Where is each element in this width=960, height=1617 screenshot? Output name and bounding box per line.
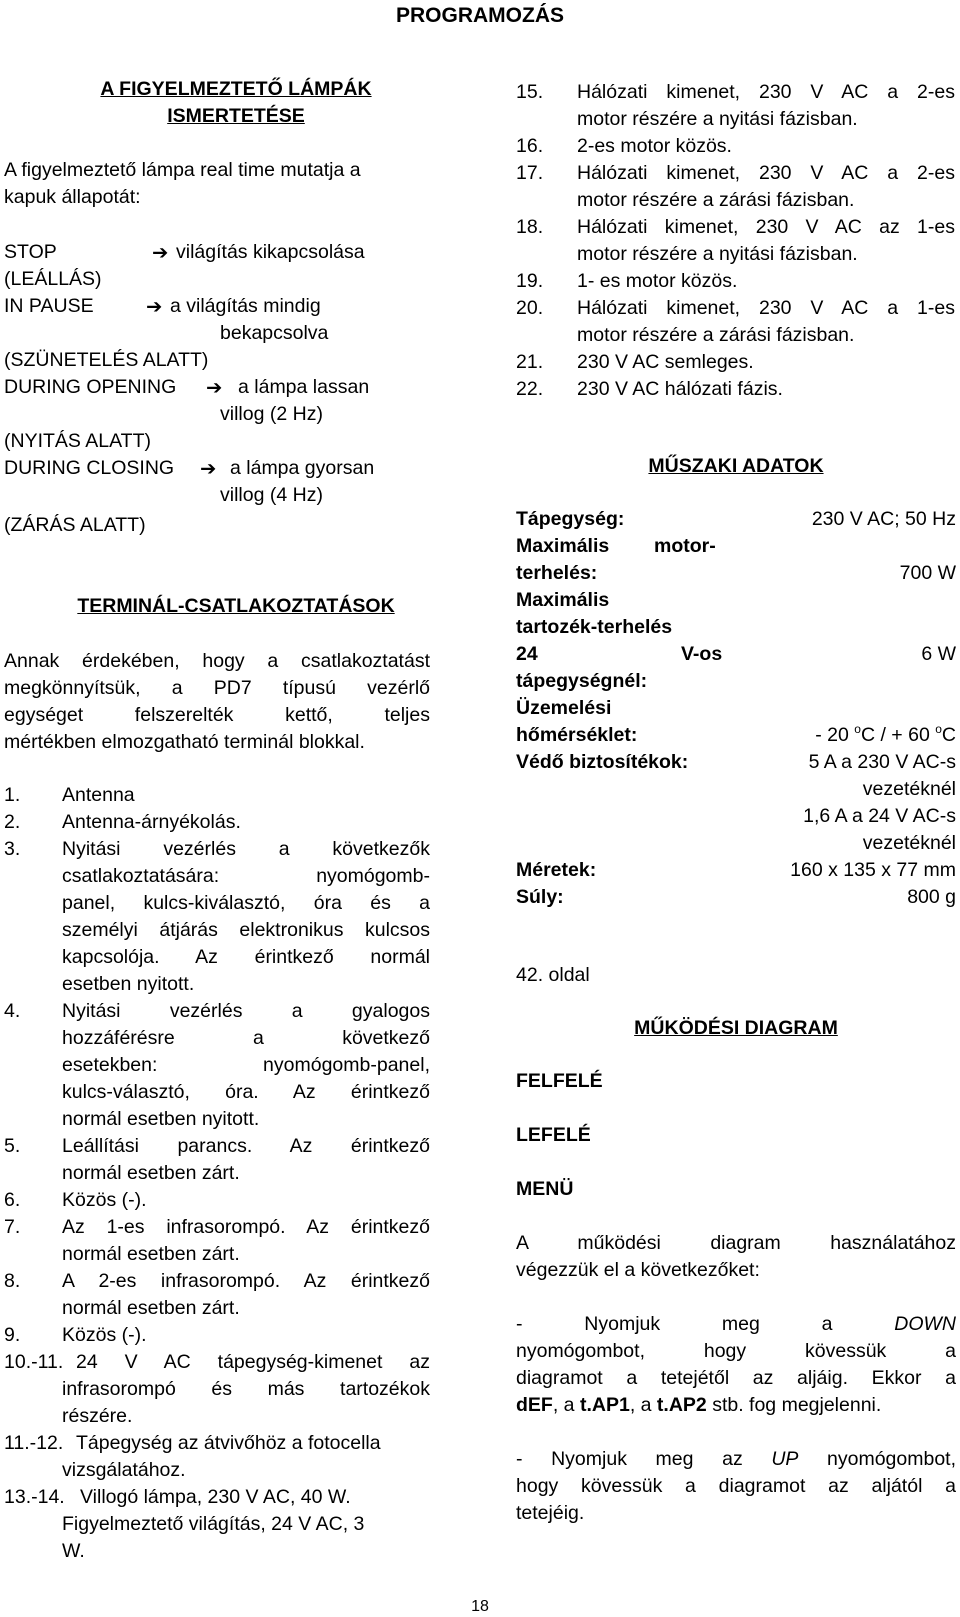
- instruction-line: dEF, a t.AP1, a t.AP2 stb. fog megjelenni.: [516, 1394, 882, 1416]
- item-text: kulcs-választó, óra. Az érintkező: [62, 1081, 430, 1103]
- item-text: 24 V AC tápegység-kimenet az: [76, 1351, 430, 1373]
- state-sub: (NYITÁS ALATT): [4, 430, 151, 452]
- item-text: részére.: [62, 1405, 133, 1427]
- instruction-line: hogy kövessük a diagramot az aljától a: [516, 1475, 956, 1497]
- item-text: Az 1-es infrasorompó. Az érintkező: [62, 1216, 430, 1238]
- item-text: A 2-es infrasorompó. Az érintkező: [62, 1270, 430, 1292]
- intro-line: egységet felszerelték kettő, teljes: [4, 704, 430, 726]
- item-text: normál esetben nyitott.: [62, 1108, 260, 1130]
- motor-label: motor-: [654, 535, 716, 557]
- item-text: normál esetben zárt.: [62, 1297, 240, 1319]
- item-text: W.: [62, 1540, 85, 1562]
- item-text: normál esetben zárt.: [62, 1243, 240, 1265]
- item-number: 13.-14.: [4, 1486, 65, 1508]
- item-text: Leállítási parancs. Az érintkező: [62, 1135, 430, 1157]
- item-text: motor részére a zárási fázisban.: [577, 324, 855, 346]
- motor-label: Maximális: [516, 535, 610, 557]
- accessory-label: Maximális: [516, 589, 610, 611]
- item-number: 1.: [4, 784, 21, 806]
- lamps-intro-line1: A figyelmeztető lámpa real time mutatja a: [4, 159, 361, 181]
- state-desc-cont: villog (4 Hz): [220, 484, 323, 506]
- item-text: motor részére a zárási fázisban.: [577, 189, 855, 211]
- item-number: 10.-11.: [4, 1351, 64, 1373]
- item-text: Antenna: [62, 784, 135, 806]
- state-sub: (LEÁLLÁS): [4, 268, 102, 290]
- item-text: Hálózati kimenet, 230 V AC a 2-es: [577, 162, 955, 184]
- intro-line: mértékben elmozgatható terminál blokkal.: [4, 731, 365, 753]
- item-number: 9.: [4, 1324, 21, 1346]
- state-sub: (SZÜNETELÉS ALATT): [4, 349, 209, 371]
- item-number: 20.: [516, 297, 544, 319]
- instruction-line: - Nyomjuk meg az UP nyomógombot,: [516, 1448, 957, 1470]
- item-text: személyi átjárás elektronikus kulcsos: [62, 919, 430, 941]
- item-number: 7.: [4, 1216, 21, 1238]
- item-text: Hálózati kimenet, 230 V AC az 1-es: [577, 216, 955, 238]
- instruction-line: - Nyomjuk meg a DOWN: [516, 1313, 956, 1335]
- item-text: infrasorompó és más tartozékok: [62, 1378, 430, 1400]
- item-number: 16.: [516, 135, 544, 157]
- page-reference: 42. oldal: [516, 964, 590, 986]
- item-text: motor részére a nyitási fázisban.: [577, 108, 858, 130]
- state-desc: a lámpa lassan: [238, 376, 370, 398]
- intro-line: megkönnyítsük, a PD7 típusú vezérlő: [4, 677, 430, 699]
- item-number: 19.: [516, 270, 544, 292]
- item-text: esetben nyitott.: [62, 973, 195, 995]
- item-number: 18.: [516, 216, 544, 238]
- state-desc: világítás kikapcsolása: [176, 241, 365, 263]
- up-label: FELFELÉ: [516, 1070, 603, 1092]
- size-value: 160 x 135 x 77 mm: [790, 859, 956, 881]
- item-text: 230 V AC semleges.: [577, 351, 754, 373]
- temperature-label: Üzemelési: [516, 697, 612, 719]
- item-text: Antenna-árnyékolás.: [62, 811, 241, 833]
- fuse-label: Védő biztosítékok:: [516, 751, 689, 773]
- state-desc-cont: villog (2 Hz): [220, 403, 323, 425]
- state-sub: (ZÁRÁS ALATT): [4, 514, 146, 536]
- accessory-label: V-os: [681, 643, 723, 665]
- temperature-value: - 20 $^o$C / + 60 $^o$C: [815, 722, 956, 746]
- item-number: 8.: [4, 1270, 21, 1292]
- weight-value: 800 g: [907, 886, 956, 908]
- state-name: DURING OPENING: [4, 376, 177, 398]
- state-name: DURING CLOSING: [4, 457, 175, 479]
- item-text: esetekben: nyomógomb-panel,: [62, 1054, 430, 1076]
- item-number: 6.: [4, 1189, 21, 1211]
- item-text: kapcsolója. Az érintkező normál: [62, 946, 430, 968]
- instruction-line: nyomógombot, hogy kövessük a: [516, 1340, 956, 1362]
- down-label: LEFELÉ: [516, 1124, 591, 1146]
- accessory-label: tápegységnél:: [516, 670, 648, 692]
- size-label: Méretek:: [516, 859, 597, 881]
- item-text: hozzáférésre a következő: [62, 1027, 430, 1049]
- fuse-value: vezetéknél: [862, 832, 956, 854]
- state-desc: a lámpa gyorsan: [230, 457, 375, 479]
- diagram-intro: A működési diagram használatához: [516, 1232, 956, 1254]
- item-text: motor részére a nyitási fázisban.: [577, 243, 858, 265]
- instruction-line: tetejéig.: [516, 1502, 585, 1524]
- item-text: 230 V AC hálózati fázis.: [577, 378, 783, 400]
- lamps-heading-line2: ISMERTETÉSE: [167, 105, 305, 127]
- power-value: 230 V AC; 50 Hz: [811, 508, 956, 530]
- item-number: 11.-12.: [4, 1432, 64, 1454]
- item-number: 22.: [516, 378, 544, 400]
- tech-heading: MŰSZAKI ADATOK: [648, 455, 824, 477]
- item-text: panel, kulcs-kiválasztó, óra és a: [62, 892, 430, 914]
- item-text: 1- es motor közös.: [577, 270, 738, 292]
- item-text: Nyitási vezérlés a gyalogos: [62, 1000, 430, 1022]
- diagram-heading: MŰKÖDÉSI DIAGRAM: [634, 1017, 838, 1039]
- item-number: 15.: [516, 81, 544, 103]
- item-text: Hálózati kimenet, 230 V AC a 1-es: [577, 297, 955, 319]
- instruction-line: diagramot a tetejétől az aljáig. Ekkor a: [516, 1367, 956, 1389]
- item-number: 21.: [516, 351, 544, 373]
- item-text: Közös (-).: [62, 1324, 147, 1346]
- fuse-value: 5 A a 230 V AC-s: [808, 751, 956, 773]
- state-desc: a világítás mindig: [170, 295, 321, 317]
- item-text: 2-es motor közös.: [577, 135, 732, 157]
- item-number: 5.: [4, 1135, 21, 1157]
- arrow-icon: ➔: [206, 377, 223, 399]
- fuse-value: 1,6 A a 24 V AC-s: [803, 805, 956, 827]
- item-text: Nyitási vezérlés a következők: [62, 838, 430, 860]
- item-text: vizsgálatához.: [62, 1459, 186, 1481]
- item-number: 2.: [4, 811, 21, 833]
- intro-line: Annak érdekében, hogy a csatlakoztatást: [4, 650, 430, 672]
- temperature-label: hőmérséklet:: [516, 724, 638, 746]
- lamps-intro-line2: kapuk állapotát:: [4, 186, 141, 208]
- accessory-value: 6 W: [921, 643, 956, 665]
- page-title: PROGRAMOZÁS: [396, 4, 564, 27]
- item-text: csatlakoztatására: nyomógomb-: [62, 865, 430, 887]
- state-name: IN PAUSE: [4, 295, 94, 317]
- item-text: normál esetben zárt.: [62, 1162, 240, 1184]
- arrow-icon: ➔: [146, 296, 163, 318]
- item-number: 17.: [516, 162, 544, 184]
- arrow-icon: ➔: [152, 242, 169, 264]
- accessory-label: 24: [516, 643, 538, 665]
- state-name: STOP: [4, 241, 57, 263]
- item-text: Tápegység az átvivőhöz a fotocella: [76, 1432, 381, 1454]
- item-number: 3.: [4, 838, 21, 860]
- motor-label: terhelés:: [516, 562, 598, 584]
- arrow-icon: ➔: [200, 458, 217, 480]
- motor-value: 700 W: [899, 562, 956, 584]
- item-number: 4.: [4, 1000, 21, 1022]
- page-number: 18: [471, 1598, 489, 1615]
- accessory-label: tartozék-terhelés: [516, 616, 673, 638]
- fuse-value: vezetéknél: [862, 778, 956, 800]
- diagram-intro: végezzük el a következőket:: [516, 1259, 760, 1281]
- power-label: Tápegység:: [516, 508, 625, 530]
- state-desc-cont: bekapcsolva: [220, 322, 329, 344]
- item-text: Közös (-).: [62, 1189, 147, 1211]
- item-text: Villogó lámpa, 230 V AC, 40 W.: [80, 1486, 351, 1508]
- item-text: Figyelmeztető világítás, 24 V AC, 3: [62, 1513, 365, 1535]
- item-text: Hálózati kimenet, 230 V AC a 2-es: [577, 81, 955, 103]
- menu-label: MENÜ: [516, 1178, 574, 1200]
- lamps-heading-line1: A FIGYELMEZTETŐ LÁMPÁK: [100, 78, 372, 100]
- weight-label: Súly:: [516, 886, 564, 908]
- terminal-heading: TERMINÁL-CSATLAKOZTATÁSOK: [77, 595, 395, 617]
